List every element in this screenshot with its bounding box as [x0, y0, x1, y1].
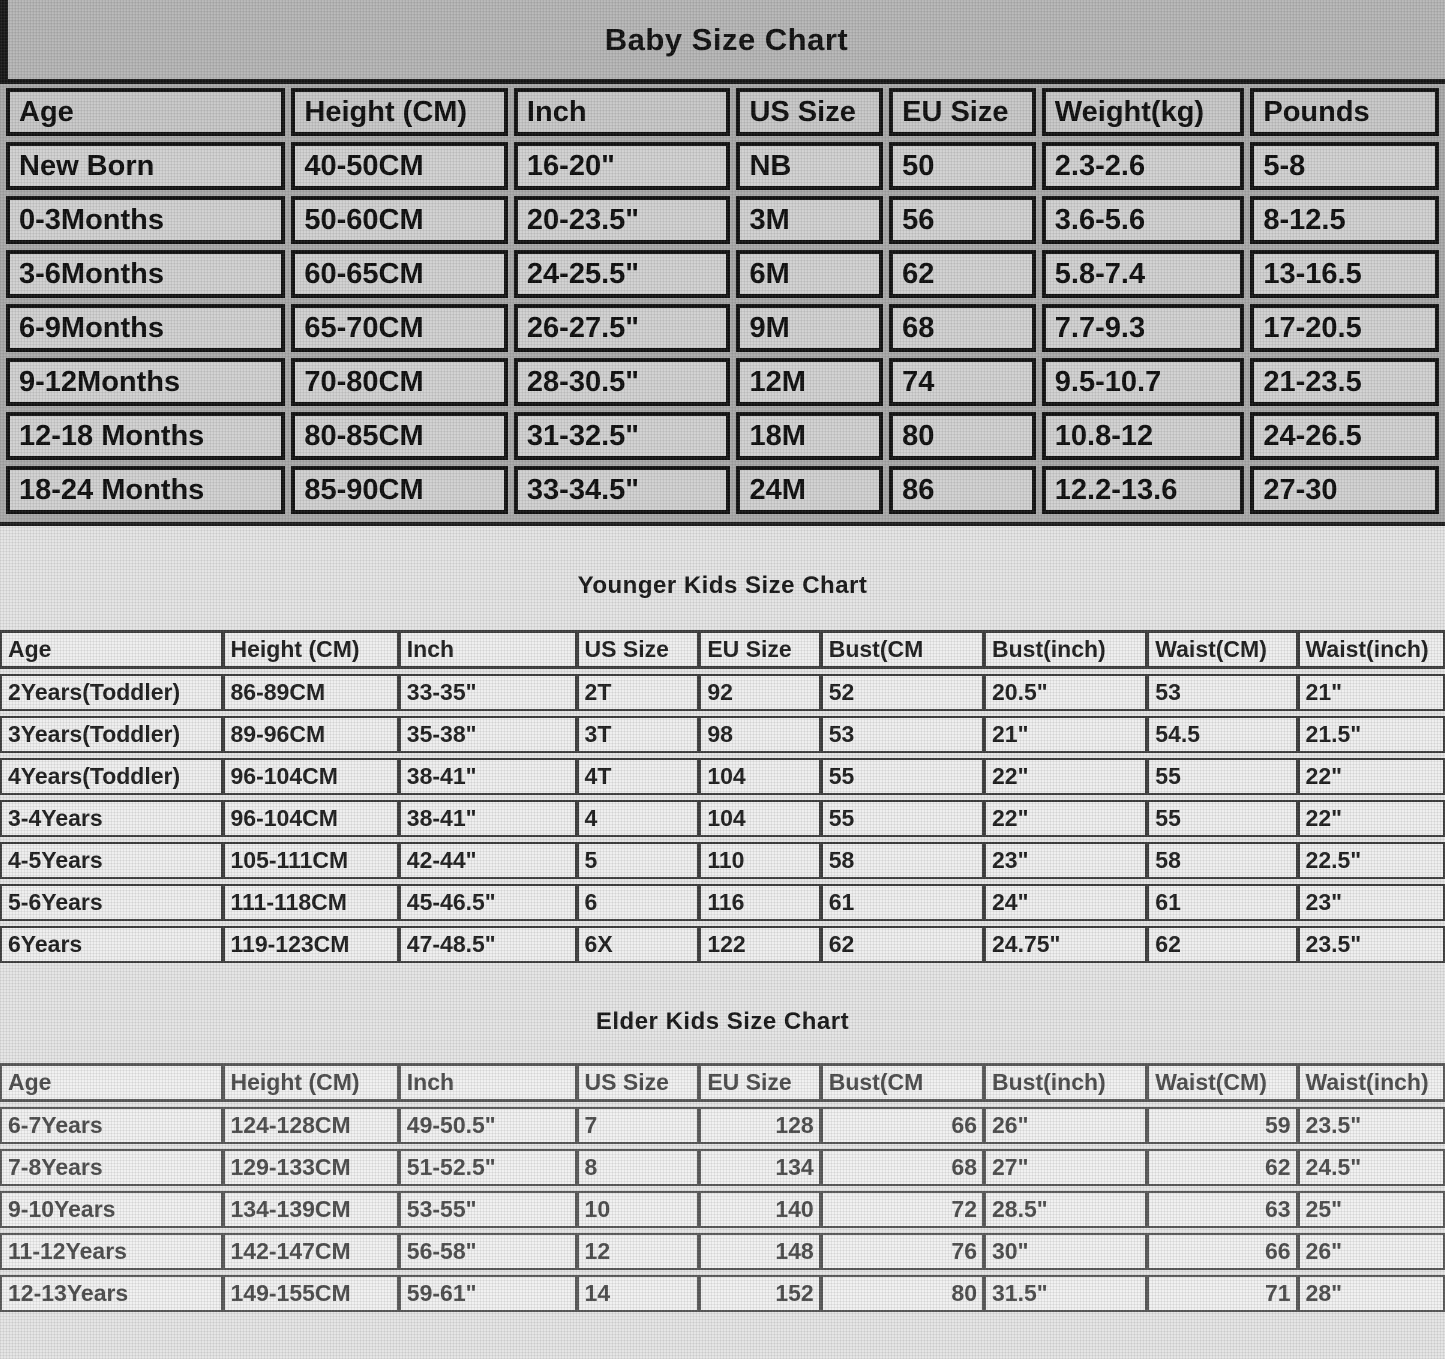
column-header: US Size [577, 1063, 700, 1102]
table-cell: 31.5" [984, 1275, 1147, 1312]
column-header: EU Size [699, 630, 820, 669]
table-cell: 22" [984, 758, 1147, 795]
table-row [0, 758, 1445, 795]
table-cell: 28-30.5" [514, 358, 731, 406]
table-cell: 96-104CM [223, 758, 399, 795]
table-cell: 6Years [0, 926, 223, 963]
table-cell: 92 [699, 674, 820, 711]
table-cell: 51-52.5" [399, 1149, 577, 1186]
column-header: Pounds [1250, 88, 1439, 136]
table-cell: 23.5" [1298, 926, 1445, 963]
table-cell: 61 [1147, 884, 1297, 921]
column-header: EU Size [699, 1063, 820, 1102]
table-cell: 62 [889, 250, 1036, 298]
table-cell: 5-6Years [0, 884, 223, 921]
table-cell: 25" [1298, 1191, 1445, 1228]
table-cell: 3-4Years [0, 800, 223, 837]
table-cell: 6M [736, 250, 883, 298]
table-cell: 5-8 [1250, 142, 1439, 190]
table-cell: 119-123CM [223, 926, 399, 963]
table-row [0, 926, 1445, 963]
table-cell: 4-5Years [0, 842, 223, 879]
table-cell: 5.8-7.4 [1042, 250, 1245, 298]
table-cell: 7.7-9.3 [1042, 304, 1245, 352]
elder-kids-chart-section [0, 1008, 1445, 1317]
table-cell: 111-118CM [223, 884, 399, 921]
table-cell: 152 [699, 1275, 820, 1312]
table-row [0, 1275, 1445, 1312]
table-cell: 9-12Months [6, 358, 285, 406]
table-cell: 124-128CM [223, 1107, 399, 1144]
table-cell: 13-16.5 [1250, 250, 1439, 298]
table-cell: 24.75" [984, 926, 1147, 963]
table-row [6, 412, 1439, 460]
table-cell: 122 [699, 926, 820, 963]
table-cell: 35-38" [399, 716, 577, 753]
column-header: Inch [399, 1063, 577, 1102]
table-cell: 22.5" [1298, 842, 1445, 879]
baby-size-table [0, 82, 1445, 520]
table-cell: 61 [821, 884, 984, 921]
table-cell: 53-55" [399, 1191, 577, 1228]
table-cell: 140 [699, 1191, 820, 1228]
table-cell: 26" [1298, 1233, 1445, 1270]
table-cell: 62 [821, 926, 984, 963]
table-cell: 70-80CM [291, 358, 508, 406]
column-header: Waist(CM) [1147, 630, 1297, 669]
table-cell: 50 [889, 142, 1036, 190]
table-cell: 60-65CM [291, 250, 508, 298]
table-row [6, 196, 1439, 244]
table-cell: 52 [821, 674, 984, 711]
table-cell: 21.5" [1298, 716, 1445, 753]
table-cell: 72 [821, 1191, 984, 1228]
table-cell: 62 [1147, 1149, 1297, 1186]
table-row [0, 1107, 1445, 1144]
table-cell: 80 [821, 1275, 984, 1312]
table-cell: 11-12Years [0, 1233, 223, 1270]
table-row [0, 674, 1445, 711]
table-cell: 68 [821, 1149, 984, 1186]
table-cell: 86-89CM [223, 674, 399, 711]
younger-kids-chart-title: Younger Kids Size Chart [577, 572, 868, 599]
table-cell: 149-155CM [223, 1275, 399, 1312]
table-cell: 22" [984, 800, 1147, 837]
baby-chart-title: Baby Size Chart [0, 0, 1445, 84]
table-row [0, 1191, 1445, 1228]
table-cell: 56-58" [399, 1233, 577, 1270]
table-cell: 23.5" [1298, 1107, 1445, 1144]
table-cell: 40-50CM [291, 142, 508, 190]
table-cell: 116 [699, 884, 820, 921]
table-cell: 27" [984, 1149, 1147, 1186]
table-cell: 134 [699, 1149, 820, 1186]
table-cell: NB [736, 142, 883, 190]
table-cell: 104 [699, 758, 820, 795]
table-cell: 54.5 [1147, 716, 1297, 753]
table-cell: 12M [736, 358, 883, 406]
younger-kids-table [0, 625, 1445, 968]
table-cell: 96-104CM [223, 800, 399, 837]
table-cell: 3-6Months [6, 250, 285, 298]
column-header: Bust(inch) [984, 1063, 1147, 1102]
column-header: Height (CM) [223, 630, 399, 669]
table-cell: 55 [821, 758, 984, 795]
table-cell: 10.8-12 [1042, 412, 1245, 460]
table-cell: 58 [1147, 842, 1297, 879]
table-cell: 7-8Years [0, 1149, 223, 1186]
table-cell: 22" [1298, 800, 1445, 837]
table-cell: 12 [577, 1233, 700, 1270]
table-cell: 38-41" [399, 758, 577, 795]
table-cell: New Born [6, 142, 285, 190]
column-header: EU Size [889, 88, 1036, 136]
table-cell: 23" [1298, 884, 1445, 921]
table-cell: 53 [821, 716, 984, 753]
table-cell: 20.5" [984, 674, 1147, 711]
table-row [0, 842, 1445, 879]
table-cell: 20-23.5" [514, 196, 731, 244]
table-cell: 49-50.5" [399, 1107, 577, 1144]
elder-kids-chart-title: Elder Kids Size Chart [595, 1008, 850, 1035]
table-cell: 50-60CM [291, 196, 508, 244]
table-cell: 134-139CM [223, 1191, 399, 1228]
table-cell: 24-25.5" [514, 250, 731, 298]
table-cell: 3T [577, 716, 700, 753]
table-cell: 42-44" [399, 842, 577, 879]
table-cell: 30" [984, 1233, 1147, 1270]
table-cell: 22" [1298, 758, 1445, 795]
table-cell: 55 [821, 800, 984, 837]
table-cell: 21-23.5 [1250, 358, 1439, 406]
table-row [6, 358, 1439, 406]
table-cell: 12-18 Months [6, 412, 285, 460]
table-cell: 24-26.5 [1250, 412, 1439, 460]
table-cell: 59 [1147, 1107, 1297, 1144]
table-cell: 4Years(Toddler) [0, 758, 223, 795]
table-cell: 86 [889, 466, 1036, 514]
table-cell: 47-48.5" [399, 926, 577, 963]
table-cell: 38-41" [399, 800, 577, 837]
table-cell: 21" [1298, 674, 1445, 711]
table-cell: 2Years(Toddler) [0, 674, 223, 711]
table-cell: 4T [577, 758, 700, 795]
table-cell: 24.5" [1298, 1149, 1445, 1186]
table-cell: 27-30 [1250, 466, 1439, 514]
table-cell: 10 [577, 1191, 700, 1228]
table-cell: 6-9Months [6, 304, 285, 352]
table-cell: 24" [984, 884, 1147, 921]
table-row [6, 304, 1439, 352]
table-cell: 55 [1147, 800, 1297, 837]
column-header: Weight(kg) [1042, 88, 1245, 136]
column-header: US Size [577, 630, 700, 669]
table-cell: 12.2-13.6 [1042, 466, 1245, 514]
younger-kids-chart-section [0, 572, 1445, 968]
table-row [0, 800, 1445, 837]
table-cell: 26-27.5" [514, 304, 731, 352]
table-row [6, 250, 1439, 298]
table-cell: 110 [699, 842, 820, 879]
table-cell: 8 [577, 1149, 700, 1186]
column-header: Age [6, 88, 285, 136]
table-cell: 0-3Months [6, 196, 285, 244]
column-header: Bust(inch) [984, 630, 1147, 669]
table-row [6, 142, 1439, 190]
table-cell: 68 [889, 304, 1036, 352]
younger-header-row [0, 630, 1445, 669]
table-cell: 66 [1147, 1233, 1297, 1270]
table-cell: 12-13Years [0, 1275, 223, 1312]
table-cell: 5 [577, 842, 700, 879]
table-cell: 9M [736, 304, 883, 352]
table-cell: 3M [736, 196, 883, 244]
table-cell: 105-111CM [223, 842, 399, 879]
table-cell: 33-34.5" [514, 466, 731, 514]
baby-header-row [6, 88, 1439, 136]
table-cell: 18-24 Months [6, 466, 285, 514]
table-cell: 16-20" [514, 142, 731, 190]
table-cell: 55 [1147, 758, 1297, 795]
table-cell: 104 [699, 800, 820, 837]
table-cell: 6-7Years [0, 1107, 223, 1144]
baby-size-chart-section [0, 0, 1445, 526]
table-cell: 9-10Years [0, 1191, 223, 1228]
table-cell: 6X [577, 926, 700, 963]
table-cell: 8-12.5 [1250, 196, 1439, 244]
column-header: Height (CM) [223, 1063, 399, 1102]
table-row [0, 1233, 1445, 1270]
table-cell: 17-20.5 [1250, 304, 1439, 352]
column-header: Waist(inch) [1298, 1063, 1445, 1102]
table-cell: 3.6-5.6 [1042, 196, 1245, 244]
table-cell: 128 [699, 1107, 820, 1144]
table-cell: 45-46.5" [399, 884, 577, 921]
column-header: Bust(CM [821, 1063, 984, 1102]
table-cell: 80-85CM [291, 412, 508, 460]
table-cell: 23" [984, 842, 1147, 879]
table-cell: 21" [984, 716, 1147, 753]
table-cell: 7 [577, 1107, 700, 1144]
table-cell: 71 [1147, 1275, 1297, 1312]
table-cell: 14 [577, 1275, 700, 1312]
column-header: Waist(CM) [1147, 1063, 1297, 1102]
table-cell: 148 [699, 1233, 820, 1270]
table-cell: 129-133CM [223, 1149, 399, 1186]
table-row [0, 1149, 1445, 1186]
table-cell: 98 [699, 716, 820, 753]
table-cell: 28.5" [984, 1191, 1147, 1228]
table-cell: 9.5-10.7 [1042, 358, 1245, 406]
table-cell: 89-96CM [223, 716, 399, 753]
table-cell: 142-147CM [223, 1233, 399, 1270]
table-cell: 66 [821, 1107, 984, 1144]
column-header: Age [0, 1063, 223, 1102]
table-cell: 3Years(Toddler) [0, 716, 223, 753]
table-cell: 2.3-2.6 [1042, 142, 1245, 190]
table-cell: 26" [984, 1107, 1147, 1144]
table-row [0, 716, 1445, 753]
elder-header-row [0, 1063, 1445, 1102]
table-cell: 65-70CM [291, 304, 508, 352]
table-cell: 31-32.5" [514, 412, 731, 460]
table-cell: 56 [889, 196, 1036, 244]
column-header: Waist(inch) [1298, 630, 1445, 669]
table-cell: 33-35" [399, 674, 577, 711]
table-cell: 85-90CM [291, 466, 508, 514]
column-header: Inch [399, 630, 577, 669]
table-cell: 24M [736, 466, 883, 514]
table-cell: 18M [736, 412, 883, 460]
table-cell: 62 [1147, 926, 1297, 963]
table-row [0, 884, 1445, 921]
column-header: US Size [736, 88, 883, 136]
table-cell: 28" [1298, 1275, 1445, 1312]
table-cell: 74 [889, 358, 1036, 406]
table-cell: 63 [1147, 1191, 1297, 1228]
column-header: Inch [514, 88, 731, 136]
table-cell: 2T [577, 674, 700, 711]
table-cell: 76 [821, 1233, 984, 1270]
column-header: Height (CM) [291, 88, 508, 136]
column-header: Age [0, 630, 223, 669]
elder-kids-table [0, 1058, 1445, 1317]
table-cell: 58 [821, 842, 984, 879]
table-row [6, 466, 1439, 514]
table-cell: 80 [889, 412, 1036, 460]
table-cell: 59-61" [399, 1275, 577, 1312]
column-header: Bust(CM [821, 630, 984, 669]
table-cell: 6 [577, 884, 700, 921]
table-cell: 4 [577, 800, 700, 837]
table-cell: 53 [1147, 674, 1297, 711]
